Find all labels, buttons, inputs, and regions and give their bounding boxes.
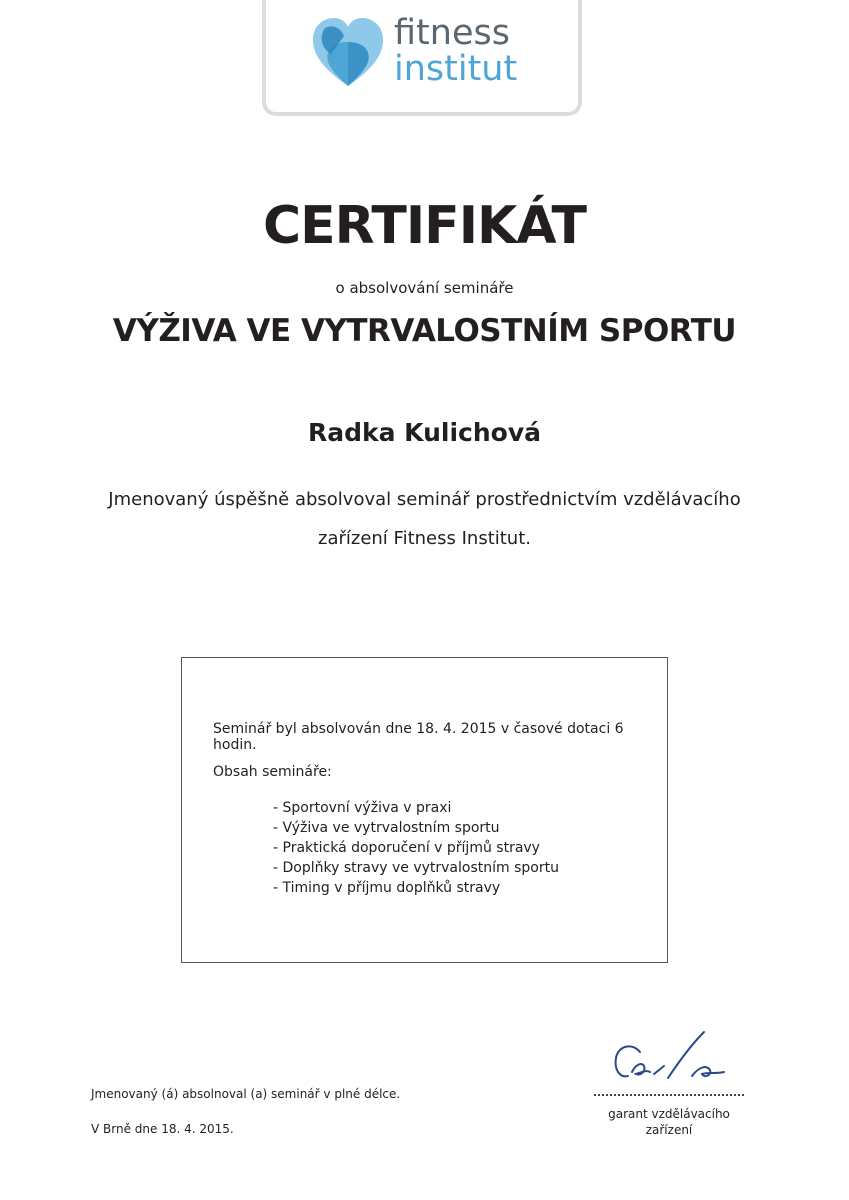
signature-line [594,1094,744,1096]
certificate-title: CERTIFIKÁT [262,196,587,256]
statement-line-1: Jmenovaný úspěšně absolvoval seminář prostřednictvím vzdělávacího [108,489,741,510]
place-date: V Brně dne 18. 4. 2015. [91,1122,234,1136]
heart-logo-icon [311,14,385,90]
list-item: - Sportovní výživa v praxi [273,800,452,816]
seminar-name: VÝŽIVA VE VYTRVALOSTNÍM SPORTU [112,313,737,349]
person-name: Radka Kulichová [307,418,542,447]
list-item: - Výživa ve vytrvalostním sportu [273,820,500,836]
list-item: - Praktická doporučení v příjmů stravy [273,840,540,856]
logo-word-institut: institut [394,49,518,89]
signature-icon [606,1026,736,1092]
garant-line-1: garant vzdělávacího [608,1107,730,1121]
contents-heading: Obsah semináře: [213,764,332,780]
seminar-details-box [181,657,668,963]
garant-line-2: zařízení [645,1123,693,1137]
certificate-subtitle: o absolvování semináře [335,279,514,297]
statement-line-2: zařízení Fitness Institut. [318,528,531,549]
completion-text: Seminář byl absolvován dne 18. 4. 2015 v časové dotaci 6 hodin. [213,721,624,753]
logo-word-fitness: fitness [394,13,510,53]
list-item: - Doplňky stravy ve vytrvalostním sportu [273,860,559,876]
contents-list [273,798,559,898]
list-item: - Timing v příjmu doplňků stravy [273,880,501,896]
garant-caption [594,1106,744,1138]
full-length-note: Jmenovaný (á) absolnoval (a) seminář v plné délce. [91,1087,401,1101]
